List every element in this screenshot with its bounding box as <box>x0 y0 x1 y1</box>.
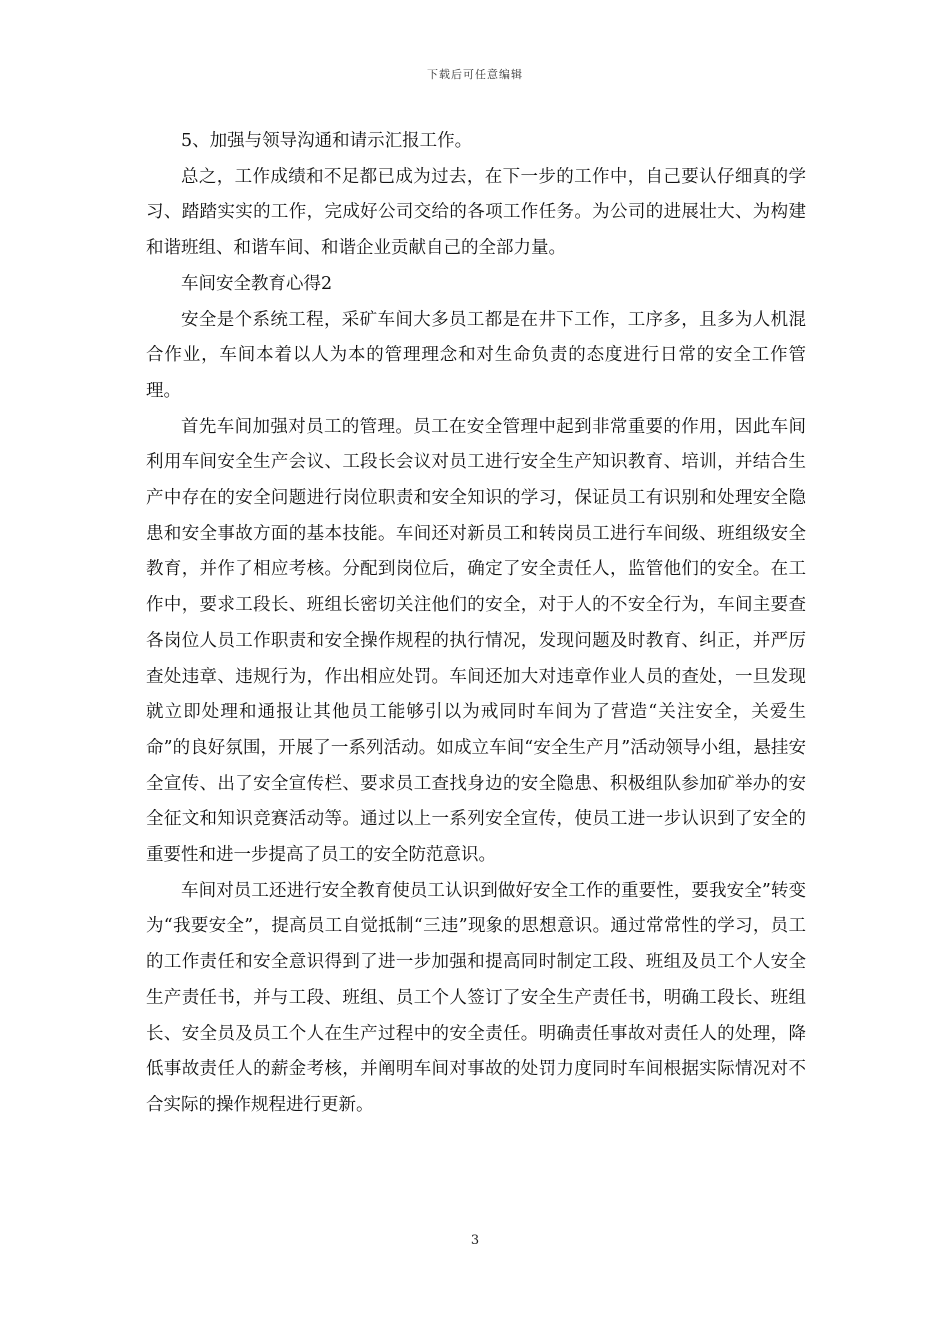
paragraph: 首先车间加强对员工的管理。员工在安全管理中起到非常重要的作用，因此车间利用车间安全生产会议、工段长会议对员工进行安全生产知识教育、培训，并结合生产中存在的安全问题进行岗位职责和安全知识的学习，保证员工有识别和处理安全隐患和安全事故方面的基本技能。车间还对新员工和转岗员工进行车间级、班组级安全教育，并作了相应考核。分配到岗位后，确定了安全责任人，监管他们的安全。在工作中，要求工段长、班组长密切关注他们的安全，对于人的不安全行为，车间主要查各岗位人员工作职责和安全操作规程的执行情况，发现问题及时教育、纠正，并严厉查处违章、违规行为，作出相应处罚。车间还加大对违章作业人员的查处，一旦发现就立即处理和通报让其他员工能够引以为戒同时车间为了营造“关注安全，关爱生命”的良好氛围，开展了一系列活动。如成立车间“安全生产月”活动领导小组，悬挂安全宣传、出了安全宣传栏、要求员工查找身边的安全隐患、积极组队参加矿举办的安全征文和知识竞赛活动等。通过以上一系列安全宣传，使员工进一步认识到了安全的重要性和进一步提高了员工的安全防范意识。 <box>146 416 806 866</box>
section-heading: 车间安全教育心得2 <box>181 273 333 294</box>
paragraph: 5、加强与领导沟通和请示汇报工作。 <box>181 131 473 151</box>
document-body <box>146 124 806 1124</box>
page-number: 3 <box>470 1233 480 1248</box>
paragraph: 车间对员工还进行安全教育使员工认识到做好安全工作的重要性，要我安全”转变为“我要安全”，提高员工自觉抵制“三违”现象的思想意识。通过常常性的学习，员工的工作责任和安全意识得到了进一步加强和提高同时制定工段、班组及员工个人安全生产责任书，并与工段、班组、员工个人签订了安全生产责任书，明确工段长、班组长、安全员及员工个人在生产过程中的安全责任。明确责任事故对责任人的处理，降低事故责任人的薪金考核，并阐明车间对事故的处罚力度同时车间根据实际情况对不合实际的操作规程进行更新。 <box>146 880 806 1115</box>
paragraph: 安全是个系统工程，采矿车间大多员工都是在井下工作，工序多，且多为人机混合作业，车间本着以人为本的管理理念和对生命负责的态度进行日常的安全工作管理。 <box>146 309 806 401</box>
page-header: 下载后可任意编辑 <box>427 68 523 81</box>
paragraph: 总之，工作成绩和不足都已成为过去，在下一步的工作中，自己要认仔细真的学习、踏踏实实的工作，完成好公司交给的各项工作任务。为公司的进展壮大、为构建和谐班组、和谐车间、和谐企业贡献自己的全部力量。 <box>146 166 806 259</box>
